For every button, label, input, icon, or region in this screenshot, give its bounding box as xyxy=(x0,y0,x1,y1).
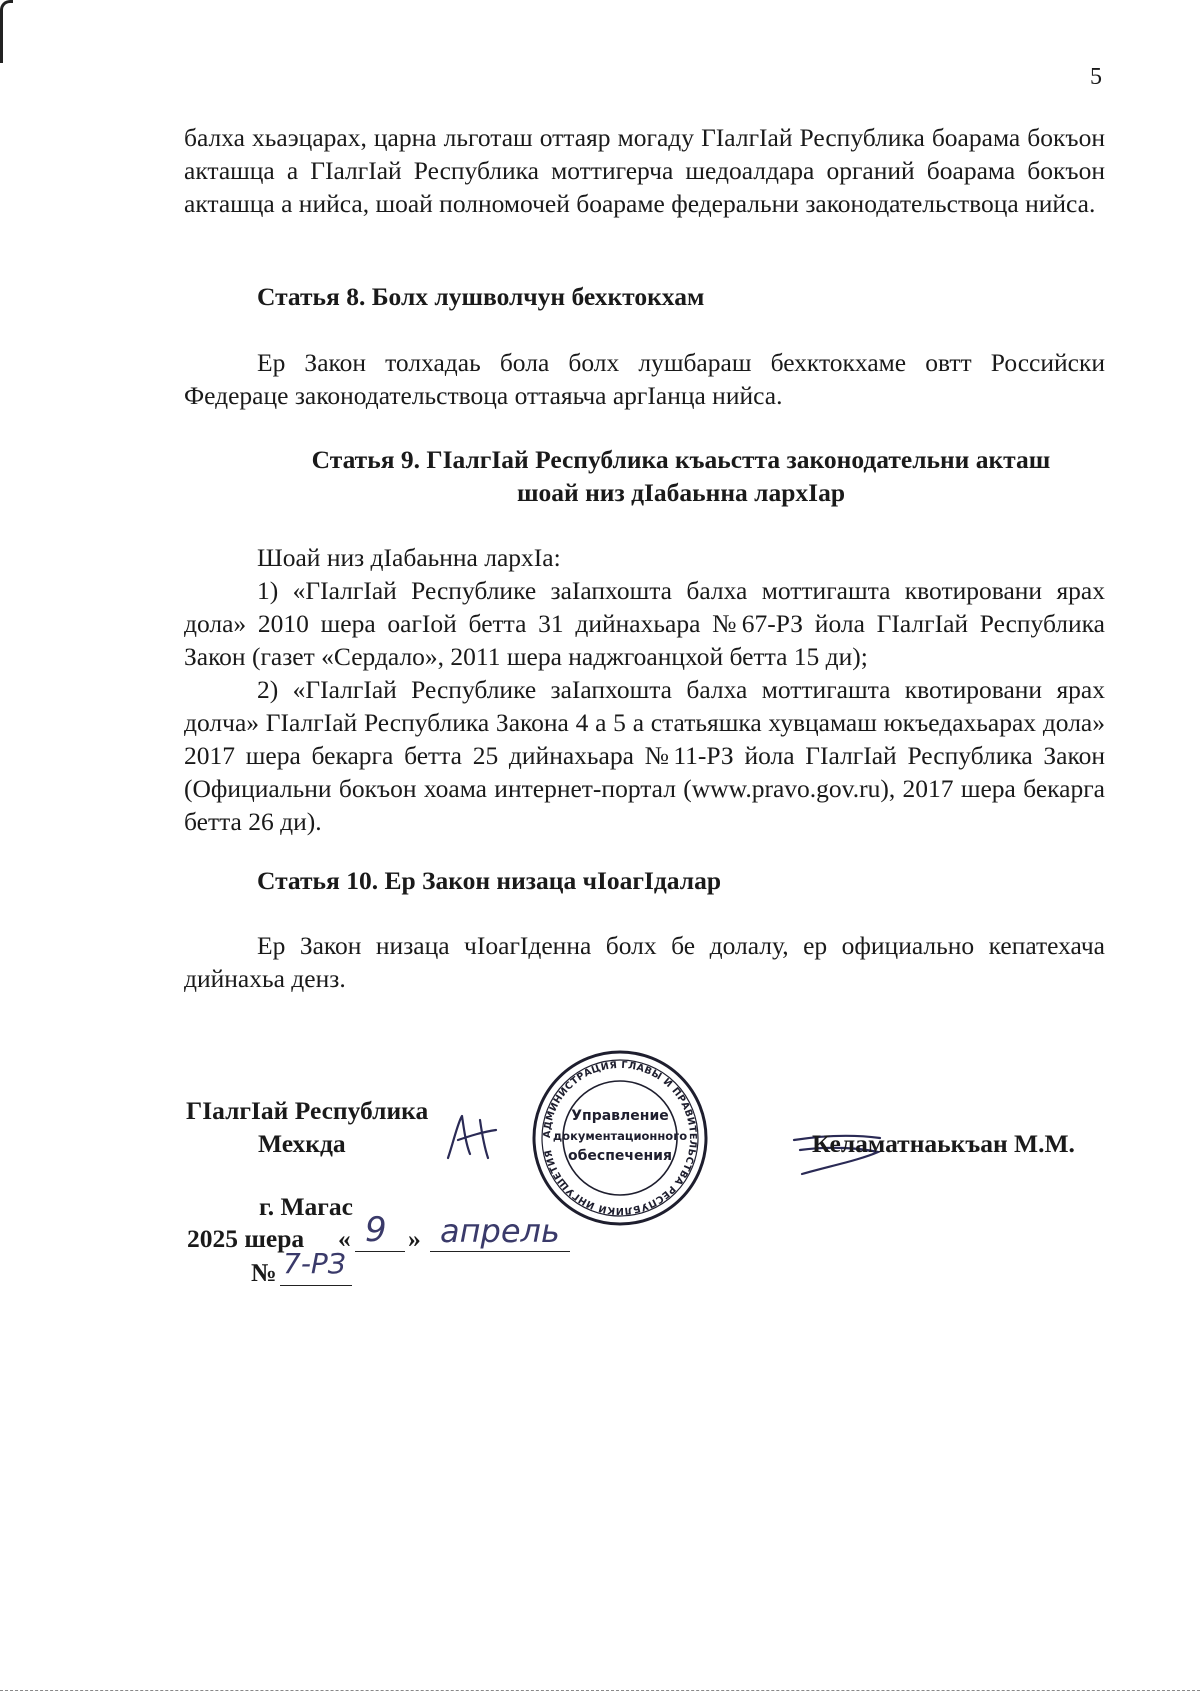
article-10-heading: Статья 10. Ер Закон низаца чӀоагӀдалар xyxy=(257,866,722,895)
article-9-item-1: 1) «ГӀалгӀай Республике заӀапхошта балха моттигашта квотировани ярах дола» 2010 шера оагӀой бетта 31 дийнахьара №67-РЗ йола ГӀалгӀай Республика Закон (газет «Сердало», 2011 шера наджгоанцхой бетта 15 ди); xyxy=(184,576,1105,671)
article-9-heading-line-2: шоай низ дӀабаьнна лархӀар xyxy=(516,478,845,507)
stamp-ring-text: АДМИНИСТРАЦИЯ ГЛАВЫ И ПРАВИТЕЛЬСТВА РЕСПУБЛИКИ ИНГУШЕТИЯ xyxy=(541,1059,699,1217)
signatory-name: Келаматнаькъан М.М. xyxy=(812,1129,1075,1158)
date-open-quote: « xyxy=(338,1224,351,1253)
date-year-prefix: 2025 шера xyxy=(187,1224,305,1253)
date-month-underline xyxy=(430,1251,570,1252)
stamp-center-line-2: документационного xyxy=(552,1129,688,1143)
article-9-heading-line-1: Статья 9. ГӀалгӀай Республика къаьстта законодательни акташ xyxy=(311,445,1051,474)
article-8-text: Ер Закон толхадаь бола болх лушбараш бехктокхаме овтт Российски Федераце законодательствоца оттаяьча аргӀанца нийса. xyxy=(184,348,1105,410)
law-number-handwritten: 7-РЗ xyxy=(283,1247,346,1280)
paragraph-continuation: балха хьаэцарах, царна льготаш оттаяр могаду ГӀалгӀай Республика боарама бокъон акташца а ГӀалгӀай Республика моттигерча шедоалдара органий боарама бокъон акташца а нийса, шоай полномочей боараме федеральни законодательствоца нийса. xyxy=(184,123,1105,218)
stamp-center-line-3: обеспечения xyxy=(568,1148,672,1164)
page-number: 5 xyxy=(1090,64,1102,90)
date-close-quote: » xyxy=(408,1224,421,1253)
article-10-text: Ер Закон низаца чӀоагӀденна болх бе долалу, ер официально кепатехача дийнахьа денз. xyxy=(184,931,1105,993)
date-day-handwritten: 9 xyxy=(365,1210,387,1250)
scan-corner-mark xyxy=(0,0,13,63)
article-9-intro: Шоай низ дӀабаьнна лархӀа: xyxy=(257,543,561,572)
handwritten-signature-left xyxy=(440,1110,510,1165)
article-9-item-2: 2) «ГӀалгӀай Республике заӀапхошта балха моттигашта квотировани ярах долча» ГӀалгӀай Республика Закона 4 а 5 а статьяшка хувцамаш юкъедахьарах дола» 2017 шера бекарга бетта 25 дийнахьара №11-РЗ йола ГӀалгӀай Республика Закон (Официальни бокъон хоама интернет-портал (www.pravo.gov.ru), 2017 шера бекарга бетта 26 ди). xyxy=(184,675,1105,836)
date-month-handwritten: апрель xyxy=(440,1212,560,1250)
bottom-scan-edge xyxy=(0,1690,1200,1691)
place-city: г. Магас xyxy=(259,1192,353,1221)
law-number-underline xyxy=(280,1285,352,1286)
article-8-heading: Статья 8. Болх лушволчун бехктокхам xyxy=(257,282,705,311)
signatory-title-line-2: Мехкда xyxy=(258,1129,346,1158)
date-day-underline xyxy=(355,1251,405,1252)
stamp-center-line-1: Управление xyxy=(571,1108,669,1124)
law-number-prefix: № xyxy=(251,1258,277,1287)
official-seal-stamp xyxy=(530,1048,710,1228)
article-9-heading xyxy=(257,443,1105,509)
signatory-title-line-1: ГӀалгӀай Республика xyxy=(186,1096,429,1125)
